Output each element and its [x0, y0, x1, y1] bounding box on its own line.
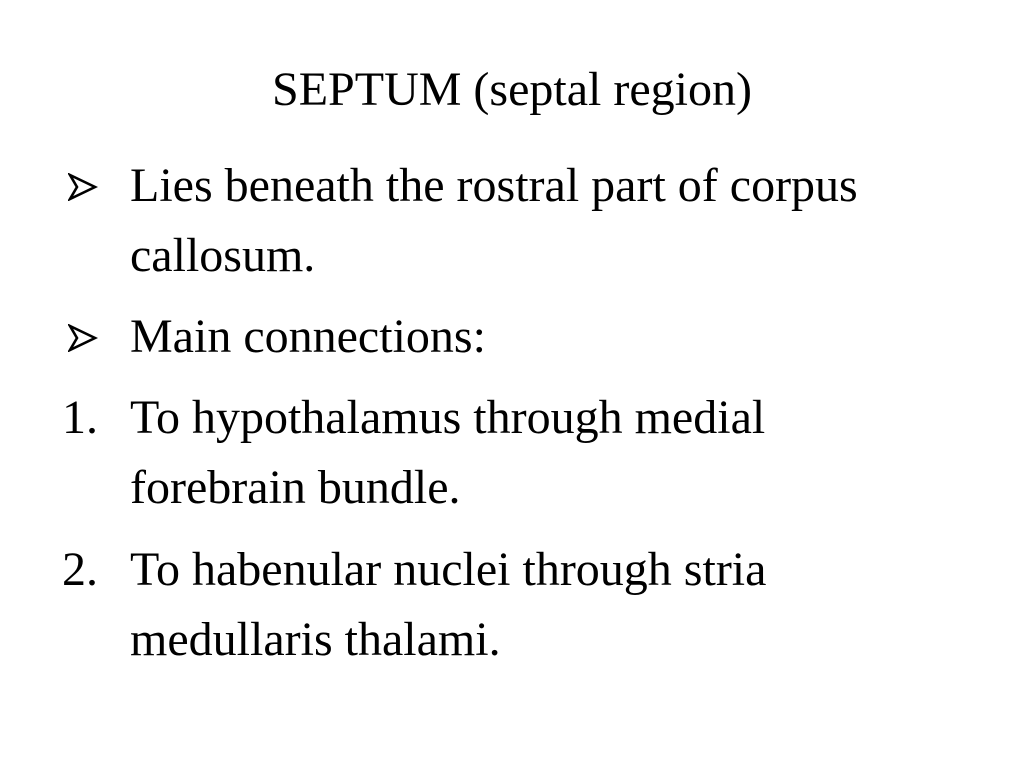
- slide-title: SEPTUM (septal region): [272, 63, 752, 116]
- list-item-number: 1.: [62, 391, 98, 444]
- list-item-text: To hypothalamus through medial forebrain bundle.: [130, 391, 766, 514]
- arrowhead-bullet-icon: [68, 324, 98, 352]
- list-item-text: To habenular nuclei through stria medullaris thalami.: [130, 543, 767, 666]
- list-item-text: Lies beneath the rostral part of corpus callosum.: [130, 159, 858, 282]
- arrowhead-bullet-icon: [68, 173, 98, 201]
- list-item-number: 2.: [62, 543, 98, 596]
- list-item-text: Main connections:: [130, 310, 486, 363]
